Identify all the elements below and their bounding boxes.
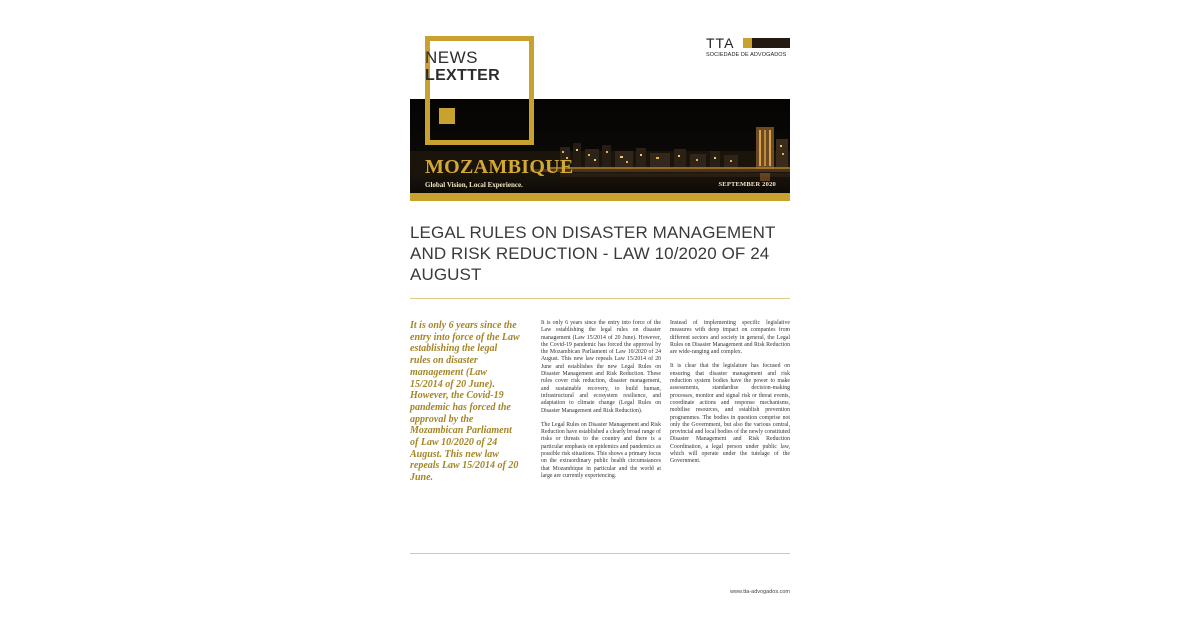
footer-divider: [410, 553, 790, 554]
footer-website: www.tta-advogados.com: [730, 589, 790, 595]
body-paragraph: The Legal Rules on Disaster Management and Risk Reduction have established a clearly broad range of risks or threats to the country and there is a particular emphasis on epidemics and pandemics as possible risk situations. This shows a primary focus on the extraordinary public health circumstances that Mozambique in particular and the world at large are currently experiencing.: [541, 421, 661, 479]
tta-logo: [706, 36, 790, 62]
body-column-2: [670, 320, 790, 473]
body-paragraph: Instead of implementing specific legislative measures with deep impact on companies from different sectors and society in general, the Legal Rules on Disaster Management and Risk Reduction are wide-ranging and complex.: [670, 320, 790, 356]
body-paragraph: It is clear that the legislature has focused on ensuring that disaster management and risk reduction system bodies have the power to make assessments, standardise decision-making processes, monitor and signal risk or threat events, coordinate actions and response mechanisms, mobilise resources, and establish prevention programmes. The bodies in question comprise not only the Government, but also the various central, provincial and local bodies of the newly constituted Disaster Management and Risk Reduction Coordination, a legal person under public law, which will operate under the tutelage of the Government.: [670, 363, 790, 465]
pull-quote: It is only 6 years since the entry into force of the Law establishing the legal rules on disaster management (Law 15/2014 of 20 June). However, the Covid-19 pandemic has forced the approval by the Mozambican Parliament of Law 10/2020 of 24 August. This new law repeals Law 15/2014 of 20 June.: [410, 320, 520, 484]
body-paragraph: It is only 6 years since the entry into force of the Law establishing the legal rules on disaster management (Law 15/2014 of 20 June). However, the Covid-19 pandemic has forced the approval by the Mozambican Parliament of Law 10/2020 of 24 August. This new law repeals Law 15/2014 of 20 June and establishes the new Legal Rules on Disaster Management and Risk Reduction. These rules cover risk reduction, disaster management, and sustainable recovery, to build human, infrastructural and ecosystem resilience, and adaptation to climate change (Legal Rules on Disaster Management and Risk Reduction).: [541, 320, 661, 414]
masthead-gold-square: [439, 108, 455, 124]
logo-gold-block: [743, 38, 752, 48]
banner-country: MOZAMBIQUE: [425, 156, 574, 178]
body-column-1: [541, 320, 661, 487]
logo-name: TTA: [706, 35, 735, 51]
banner-gold-bar: [410, 193, 790, 201]
logo-dark-block: [752, 38, 790, 48]
masthead-news: NEWS: [425, 48, 478, 67]
title-divider: [410, 298, 790, 299]
masthead-lextter: LEXTTER: [425, 67, 500, 84]
article-title: LEGAL RULES ON DISASTER MANAGEMENT AND RISK REDUCTION - LAW 10/2020 OF 24 AUGUST: [410, 223, 776, 284]
logo-subtitle: SOCIEDADE DE ADVOGADOS: [706, 52, 787, 58]
banner-date: SEPTEMBER 2020: [718, 181, 776, 188]
banner-tagline: Global Vision, Local Experience.: [425, 181, 523, 189]
